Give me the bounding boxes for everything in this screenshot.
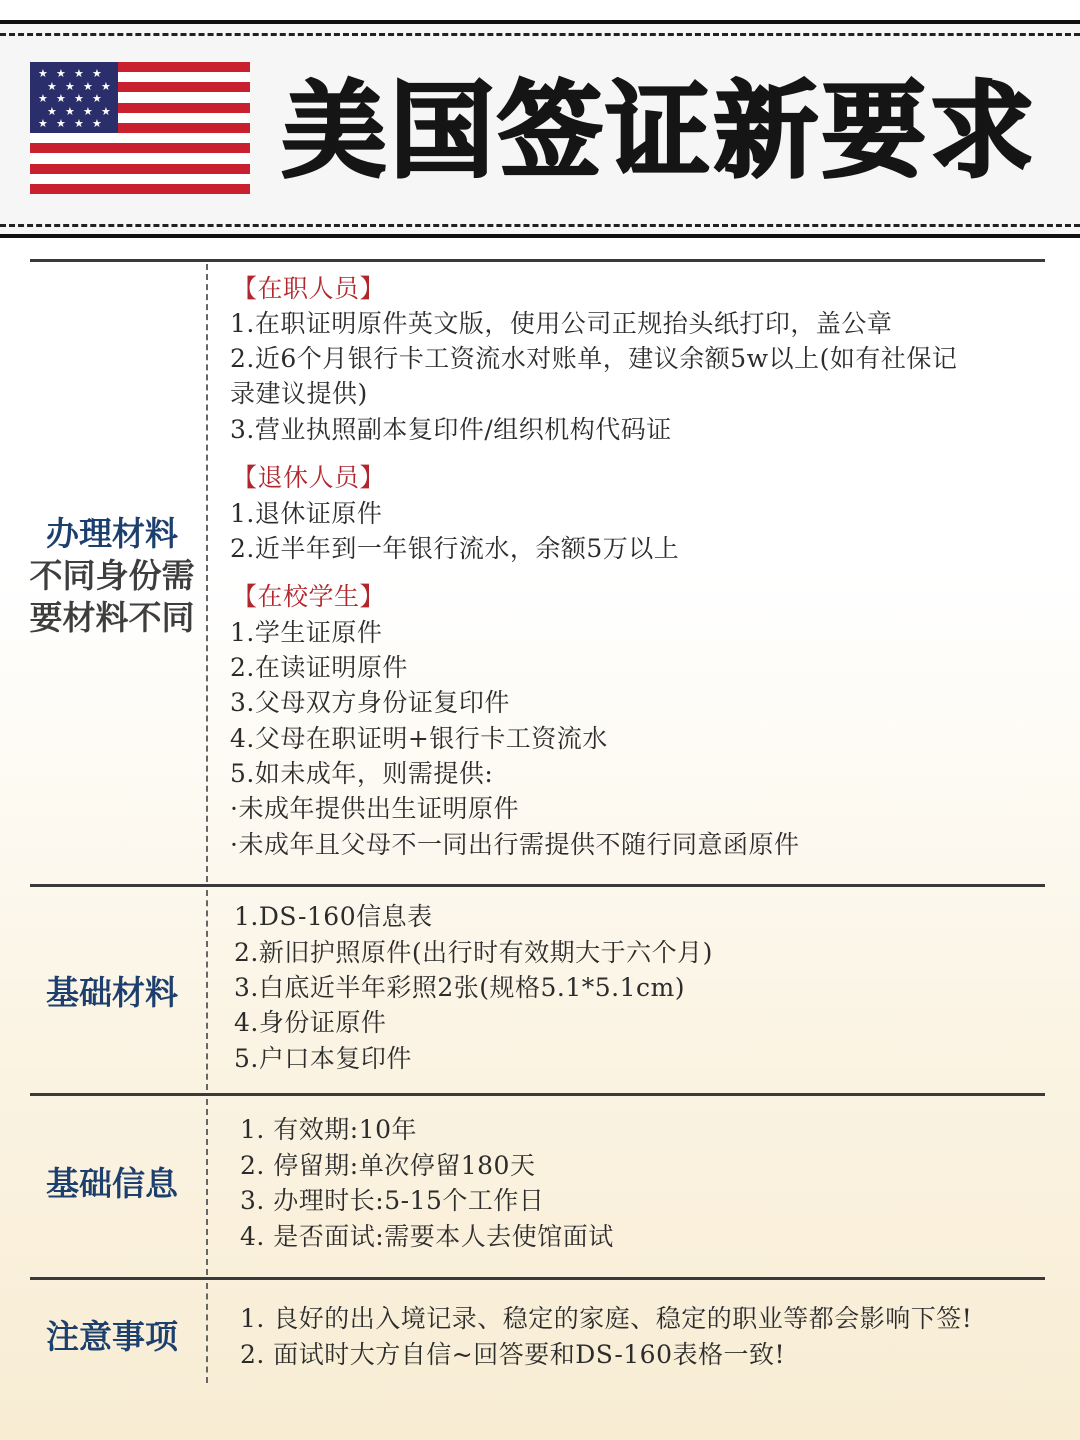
list-item: 2.近半年到一年银行流水，余额5万以上 (230, 534, 680, 563)
list-item: ·未成年且父母不一同出行需提供不随行同意函原件 (230, 830, 800, 859)
list-item: 1.DS-160信息表 (234, 902, 433, 931)
star-icon: ★ (92, 117, 102, 130)
star-icon: ★ (56, 92, 66, 105)
star-icon: ★ (65, 79, 75, 93)
header-top-rule (0, 20, 1080, 24)
list-item: 5.户口本复印件 (234, 1044, 412, 1073)
list-item: 1.学生证原件 (230, 618, 383, 647)
star-icon: ★ (74, 67, 84, 80)
list-item: 2.新旧护照原件(出行时有效期大于六个月) (234, 938, 713, 967)
list-item: 4.父母在职证明+银行卡工资流水 (230, 724, 608, 753)
us-flag-icon (30, 62, 250, 194)
star-icon: ★ (74, 117, 84, 130)
group-heading: 【在校学生】 (232, 582, 386, 611)
section-label: 注意事项 (46, 1317, 178, 1356)
list-item: 1.退休证原件 (230, 499, 383, 528)
list-item: 5.如未成年，则需提供: (230, 759, 494, 788)
list-item: 1. 良好的出入境记录、稳定的家庭、稳定的职业等都会影响下签! (240, 1304, 973, 1333)
list-item: 2. 停留期:单次停留180天 (240, 1151, 536, 1180)
list-item: 3.父母双方身份证复印件 (230, 688, 510, 717)
list-item: 录建议提供) (230, 379, 368, 408)
table-top-rule (30, 259, 1045, 262)
list-item: 3.营业执照副本复印件/组织机构代码证 (230, 415, 672, 444)
flag-canton (30, 62, 118, 133)
column-divider (206, 1283, 208, 1383)
section-divider (30, 1277, 1045, 1280)
star-icon: ★ (56, 67, 66, 80)
header-top-dashed-rule (0, 33, 1080, 36)
star-icon: ★ (101, 104, 111, 118)
section-label: 不同身份需 (29, 556, 195, 595)
list-item: 2. 面试时大方自信~回答要和DS-160表格一致! (240, 1340, 786, 1369)
column-divider (206, 890, 208, 1090)
star-icon: ★ (74, 92, 84, 105)
star-icon: ★ (38, 67, 48, 80)
star-icon: ★ (38, 92, 48, 105)
section-divider (30, 1093, 1045, 1096)
list-item: 1.在职证明原件英文版，使用公司正规抬头纸打印，盖公章 (230, 309, 893, 338)
list-item: 2.近6个月银行卡工资流水对账单，建议余额5w以上(如有社保记 (230, 344, 958, 373)
group-heading: 【退休人员】 (232, 463, 386, 492)
star-icon: ★ (38, 117, 48, 130)
header-bottom-dashed-rule (0, 224, 1080, 227)
section-label: 基础信息 (46, 1164, 178, 1203)
list-item: 4. 是否面试:需要本人去使馆面试 (240, 1222, 614, 1251)
flag-stripe (30, 133, 250, 143)
star-icon: ★ (83, 79, 93, 93)
star-icon: ★ (92, 67, 102, 80)
list-item: 1. 有效期:10年 (240, 1115, 418, 1144)
section-label: 要材料不同 (29, 598, 195, 637)
star-icon: ★ (47, 104, 57, 118)
flag-stripe (30, 174, 250, 184)
list-item: ·未成年提供出生证明原件 (230, 794, 519, 823)
list-item: 3. 办理时长:5-15个工作日 (240, 1186, 545, 1215)
flag-stripe (30, 184, 250, 194)
list-item: 2.在读证明原件 (230, 653, 408, 682)
section-divider (30, 884, 1045, 887)
list-item: 4.身份证原件 (234, 1008, 387, 1037)
section-label: 基础材料 (46, 973, 178, 1012)
star-icon: ★ (101, 79, 111, 93)
star-icon: ★ (56, 117, 66, 130)
flag-stripe (30, 143, 250, 153)
star-icon: ★ (92, 92, 102, 105)
list-item: 3.白底近半年彩照2张(规格5.1*5.1cm) (234, 973, 685, 1002)
flag-stripe (30, 153, 250, 163)
group-heading: 【在职人员】 (232, 274, 386, 303)
star-icon: ★ (47, 79, 57, 93)
section-label: 办理材料 (46, 514, 178, 553)
star-icon: ★ (83, 104, 93, 118)
star-icon: ★ (65, 104, 75, 118)
page-title: 美国签证新要求 (282, 70, 1039, 192)
header-bottom-rule (0, 234, 1080, 238)
flag-stripe (30, 164, 250, 174)
column-divider (206, 264, 208, 882)
column-divider (206, 1099, 208, 1275)
